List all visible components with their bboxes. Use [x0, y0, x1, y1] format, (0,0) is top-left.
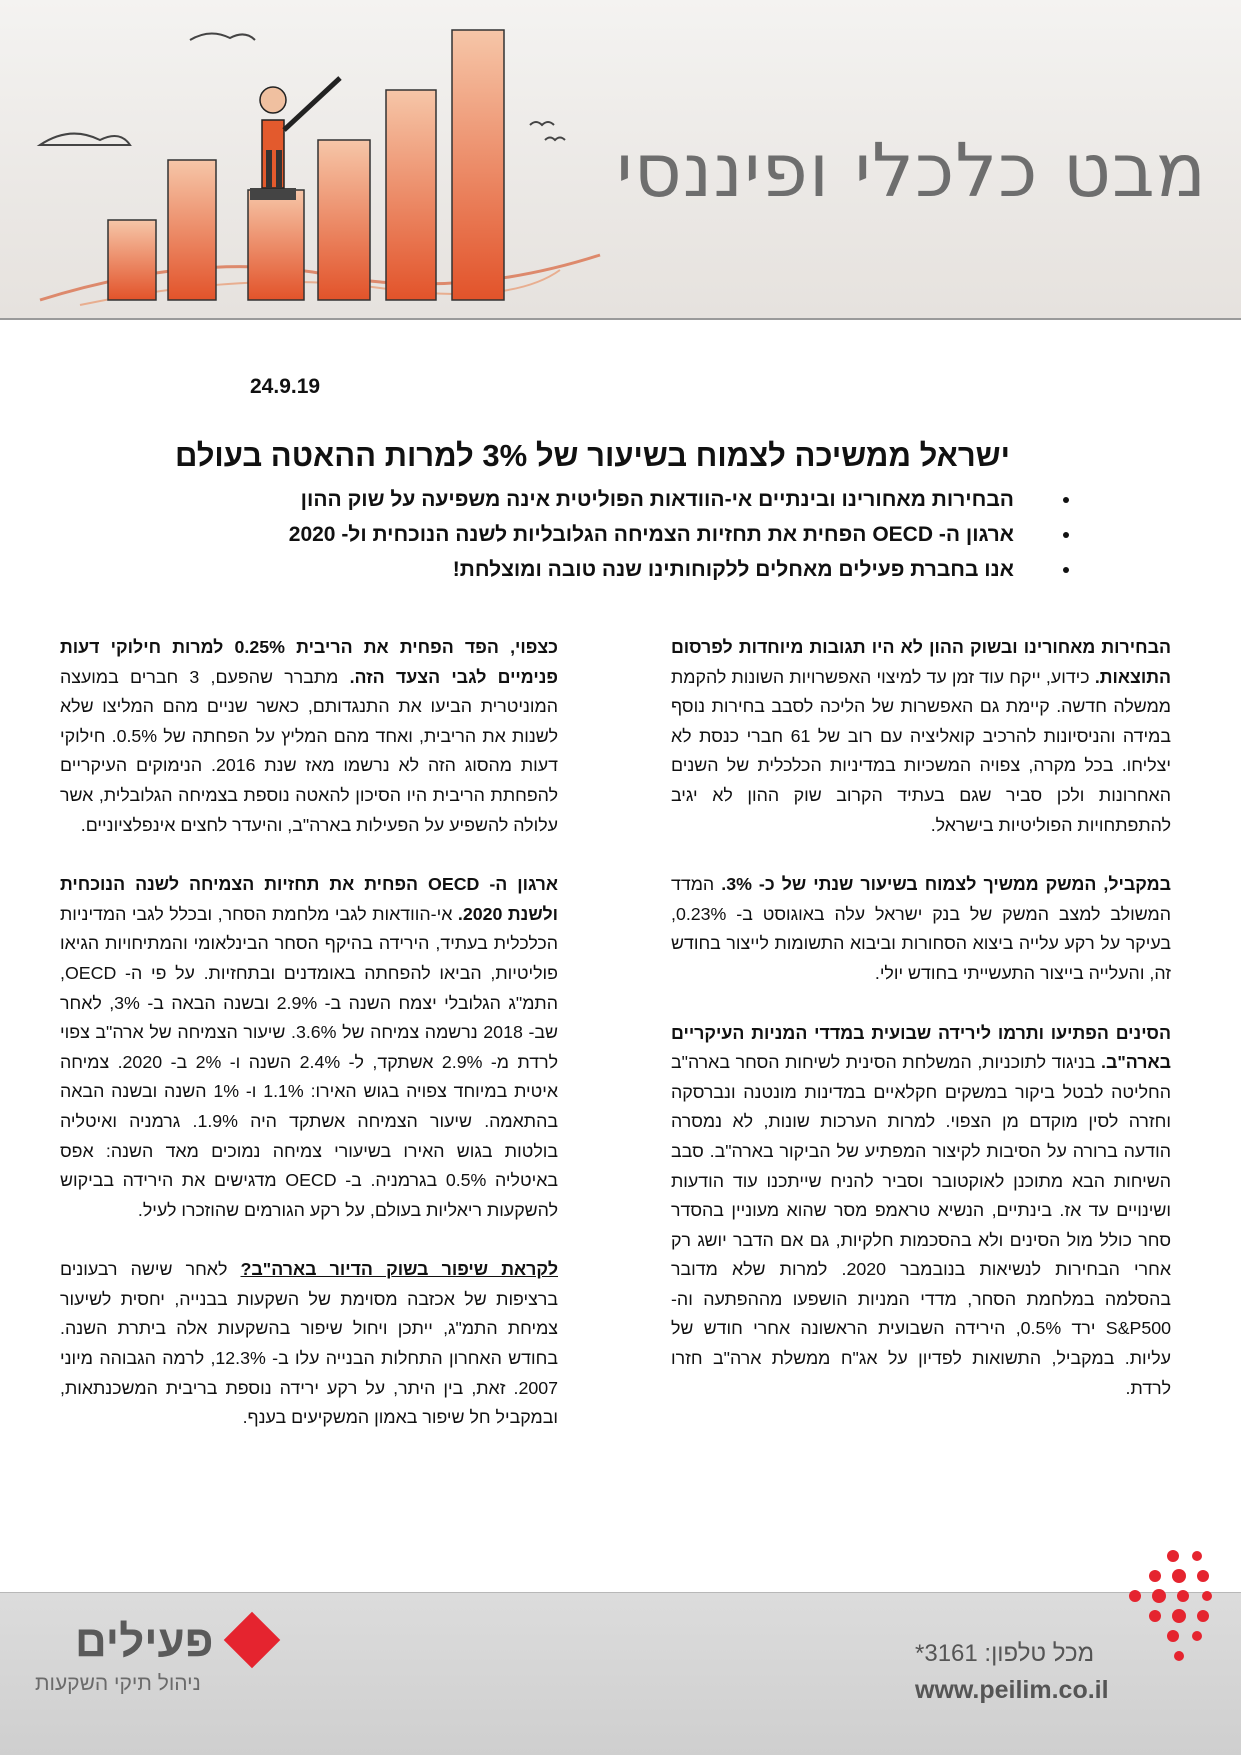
report-date: 24.9.19	[250, 375, 321, 398]
headline: ישראל ממשיכה לצמוח בשיעור של 3% למרות ההאטה בעולם	[174, 438, 1010, 473]
decorative-dots-icon	[1115, 1548, 1225, 1668]
paragraph-lead: במקביל, המשק ממשיך לצמוח בשיעור שנתי של כ- 3%.	[721, 874, 1172, 895]
article-paragraph	[60, 1255, 558, 1433]
website-link[interactable]: www.peilim.co.il	[915, 1676, 1109, 1704]
paragraph-lead: כצפוי, הפד הפחית את הריבית 0.25% למרות חילוקי דעות פנימיים לגבי הצעד הזה.	[60, 637, 559, 687]
left-column	[60, 633, 558, 1463]
article-paragraph	[671, 633, 1171, 840]
paragraph-lead: הבחירות מאחורינו ובשוק ההון לא היו תגובות מיוחדות לפרסום התוצאות.	[671, 637, 1171, 687]
summary-bullet: • אנו בחברת פעילים מאחלים ללקוחותינו שנה טובה ומוצלחת!	[120, 552, 1050, 587]
banner-title: מבט כלכלי ופיננסי	[616, 128, 1207, 214]
summary-bullet: • ארגון ה- OECD הפחית את תחזיות הצמיחה הגלובליות לשנה הנוכחית ול- 2020	[120, 517, 1050, 552]
paragraph-text: המדד המשולב למצב המשק של בנק ישראל עלה באוגוסט ב- 0.23%, בעיקר על רקע עלייה ביצוא הסחורות וביבוא התשומות לייצור בחודש זה, והעלייה בייצור התעשייתי בחודש יולי.	[671, 874, 1171, 983]
paragraph-text: מתברר שהפעם, 3 חברים במועצה המוניטרית הביעו את התנגדותם, כאשר שניים מהם המליצו שלא לשנות את הריבית, ואחד מהם המליץ על הפחתה של 0.5%. חילוקי דעות מהסוג הזה לא נרשמו מאז שנת 2016. הנימוקים העיקריים להפחתת הריבית היו הסיכון להאטה נוספת בצמיחה הגלובלית, אשר עלולה להשפיע על הפעילות בארה"ב, והיעדר לחצים אינפלציוניים.	[60, 666, 558, 835]
right-column	[671, 633, 1171, 1433]
summary-bullet: • הבחירות מאחורינו ובינתיים אי-הוודאות הפוליטית אינה משפיעה על שוק ההון	[120, 482, 1050, 517]
paragraph-text: כידוע, ייקח עוד זמן עד למיצוי האפשרויות השונות להקמת ממשלה חדשה. קיימת גם האפשרות של הליכה לסבב בחירות נוסף במידה והניסיונות להרכיב קואליציה עם רוב של 61 חברי כנסת לא יצליחו. בכל מקרה, צפויה המשכיות במדיניות הכלכלית של השנים האחרונות ולכן סביר שגם בעתיד הקרוב שוק ההון לא יגיב להתפתחויות הפוליטיות בישראל.	[671, 666, 1171, 835]
phone-number: מכל טלפון: 3161*	[915, 1640, 1095, 1667]
paragraph-text: לאחר שישה רבעונים ברציפות של אכזבה מסוימת של השקעות בבנייה, יחסית לשיעור צמיחת התמ"ג, ייתכן ויחול שיפור בהשקעות אלה ביתרת השנה. בחודש האחרון התחלות הבנייה עלו ב- 12.3%, לרמה הגבוהה מיוני 2007. זאת, בין היתר, על רקע ירידה נוספת בריבית המשכנתאות, ובמקביל חל שיפור באמון המשקיעים בענף.	[60, 1259, 558, 1428]
article-paragraph	[671, 1019, 1171, 1404]
paragraph-lead: לקראת שיפור בשוק הדיור בארה"ב?	[240, 1259, 559, 1280]
header-banner	[0, 0, 1241, 320]
paragraph-text: אי-הוודאות לגבי מלחמת הסחר, ובכלל לגבי המדיניות הכלכלית בעתיד, הירידה בהיקף הסחר הבינלאומי והמתיחויות הגיאו פוליטיות, הביאו להפחתה באומדנים ובתחזיות. על פי ה- OECD, התמ"ג הגלובלי יצמח השנה ב- 2.9% ובשנה הבאה ב- 3%, לאחר שב- 2018 נרשמה צמיחה של 3.6%. שיעור הצמיחה של ארה"ב צפוי לרדת מ- 2.9% אשתקד, ל- 2.4% השנה ו- 2% ב- 2020. צמיחה איטית במיוחד צפויה בגוש האירו: 1.1% ו- 1% השנה ובשנה הבאה בהתאמה. שיעור הצמיחה אשתקד היה 1.9%. גרמניה ואיטליה בולטות בגוש האירו בשיעורי צמיחה נמוכים מאד השנה: אפס באיטליה 0.5% בגרמניה. ב- OECD מדגישים את הירידה בביקוש להשקעות ריאליות בעולם, על רקע הגורמים שהוזכרו לעיל.	[60, 903, 559, 1220]
article-paragraph	[671, 870, 1171, 988]
article-paragraph	[60, 870, 558, 1225]
paragraph-lead: ארגון ה- OECD הפחית את תחזיות הצמיחה לשנה הנוכחית ולשנת 2020.	[60, 874, 559, 924]
paragraph-lead: הסינים הפתיעו ותרמו לירידה שבועית במדדי המניות העיקריים בארה"ב.	[671, 1022, 1171, 1073]
article-paragraph	[60, 633, 558, 840]
paragraph-text: בניגוד לתוכניות, המשלחת הסינית לשיחות הסחר בארה"ב החליטה לבטל ביקור במשקים חקלאיים במדינות מונטנה ונברסקה וחזרה לסין מוקדם מן הצפוי. למרות הערכות שונות, לא נמסרה הודעה ברורה על הסיבות לקיצור המפתיע של הביקור בארה"ב. סבב השיחות הבא מתוכנן לאוקטובר וסביר להניח שייתכנו עוד הודעות ושינויים עד אז. בינתיים, הנשיא טראמפ מסר שהוא מעוניין בהסדר סחר כולל מול הסינים ולא בהסכמות חלקיות, גם אם הדבר יושג רק אחרי הבחירות לנשיאות בנובמבר 2020. למרות שלא מדובר בהסלמה במלחמת הסחר, מדדי המניות הושפעו מההפתעה וה- S&P500 ירד 0.5%, הירידה השבועית הראשונה אחרי חודש של עליות. במקביל, התשואות לפדיון על אג"ח ממשלת ארה"ב חזרו לרדת.	[671, 1052, 1171, 1398]
summary-bullets	[120, 482, 1078, 587]
brand-tagline: ניהול תיקי השקעות	[35, 1672, 201, 1695]
brand-name: פעילים	[75, 1617, 214, 1666]
